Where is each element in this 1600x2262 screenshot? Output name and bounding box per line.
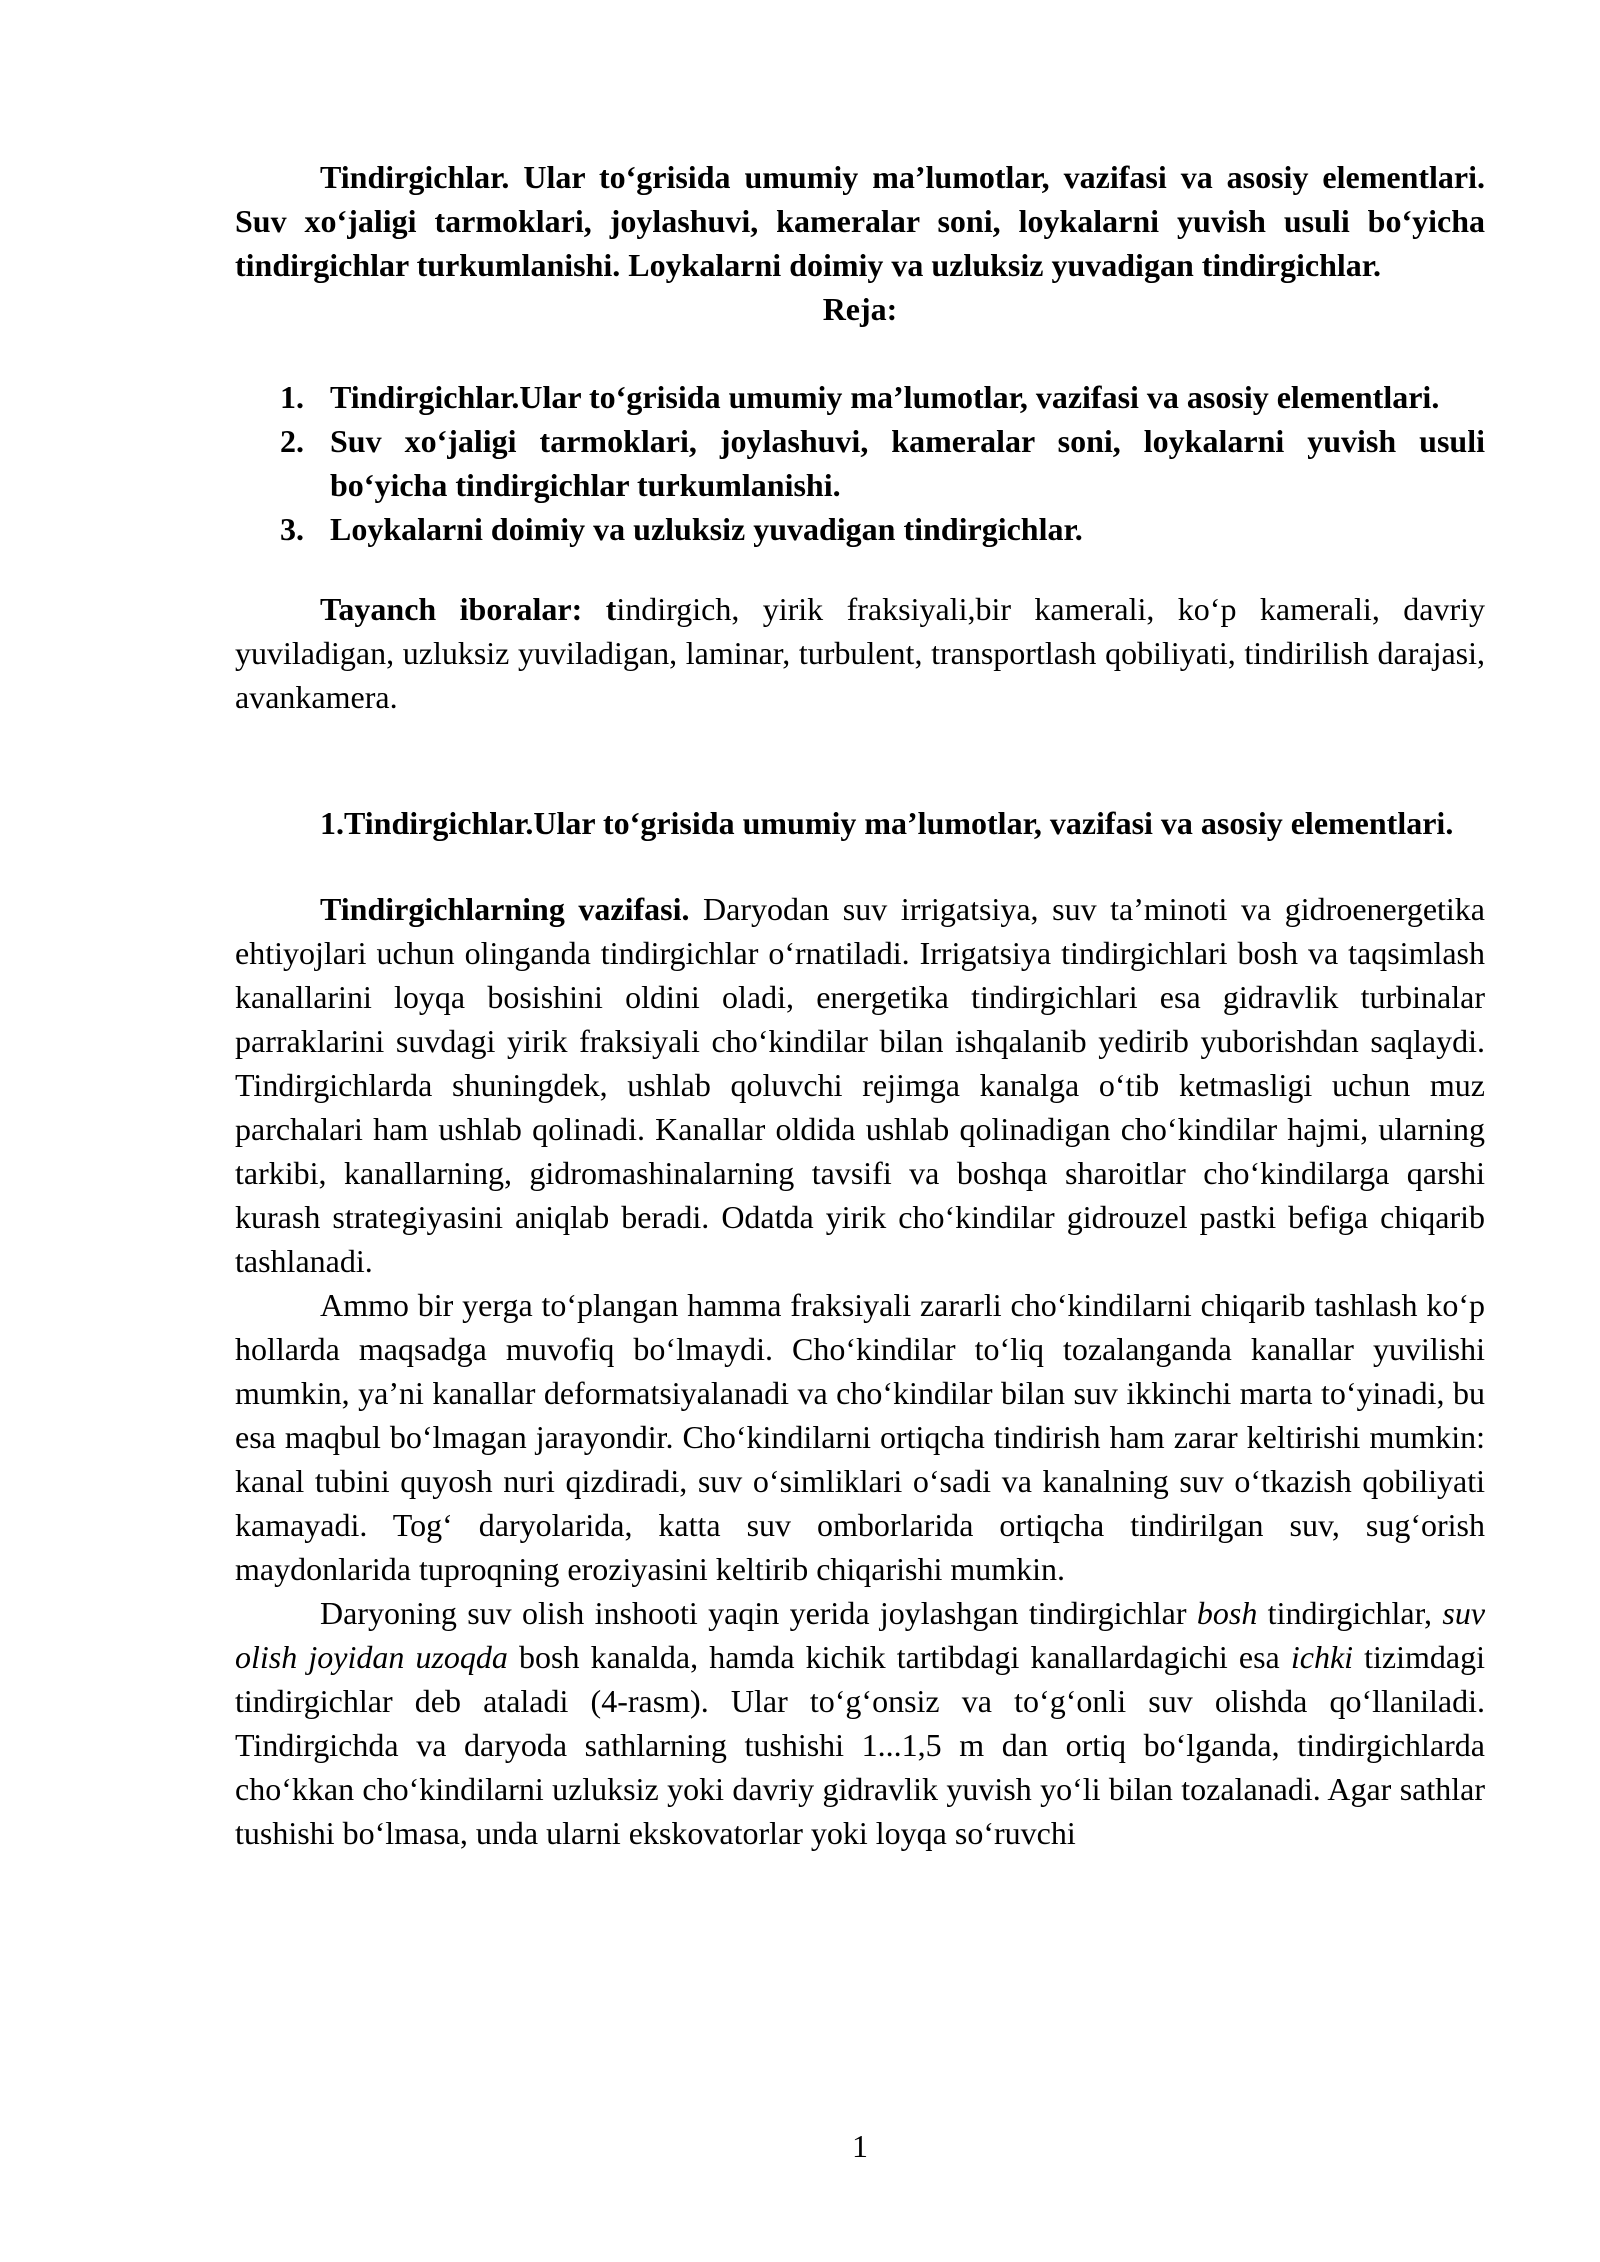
paragraph-segment: bosh kanalda, hamda kichik tartibdagi kanallardagichi esa xyxy=(507,1639,1291,1675)
paragraph-ammo: Ammo bir yerga to‘plangan hamma fraksiyali zararli cho‘kindilarni chiqarib tashlash ko‘p hollarda maqsadga muvofiq bo‘lmaydi. Cho‘kindilar to‘liq tozalanganda kanallar yuvilishi mumkin, ya’ni kanallar deformatsiyalanadi va cho‘kindilar bilan suv ikkinchi marta to‘yinadi, bu esa maqbul bo‘lmagan jarayondir. Cho‘kindilarni ortiqcha tindirish ham zarar keltirishi mumkin: kanal tubini quyosh nuri qizdiradi, suv o‘simliklari o‘sadi va kanalning suv o‘tkazish qobiliyati kamayadi. Tog‘ daryolarida, katta suv omborlarida ortiqcha tindirilgan suv, sug‘orish maydonlarida tuproqning eroziyasini keltirib chiqarishi mumkin. xyxy=(235,1287,1485,1587)
list-item xyxy=(235,419,1485,507)
list-item-text: Suv xo‘jaligi tarmoklari, joylashuvi, kameralar soni, loykalarni yuvish usuli bo‘yicha tindirgichlar turkumlanishi. xyxy=(330,423,1485,503)
paragraph-segment: tizimdagi tindirgichlar deb ataladi (4-rasm). Ular to‘g‘onsiz va to‘g‘onli suv olishda qo‘llaniladi. Tindirgichda va daryoda sathlarning tushishi 1...1,5 m dan ortiq bo‘lganda, tindirgichlarda cho‘kkan cho‘kindilarni uzluksiz yoki davriy gidravlik yuvish yo‘li bilan tozalanadi. Agar sathlar tushishi bo‘lmasa, unda ularni ekskovatorlar yoki loyqa so‘ruvchi xyxy=(235,1639,1486,1851)
italic-term-uzoqda: suv olish joyidan uzoqda xyxy=(235,1595,1486,1675)
title-paragraph: Tindirgichlar. Ular to‘grisida umumiy ma’lumotlar, vazifasi va asosiy elementlari. Suv xo‘jaligi tarmoklari, joylashuvi, kameralar soni, loykalarni yuvish usuli bo‘yicha tindirgichlar turkumlanishi. Loykalarni doimiy va uzluksiz yuvadigan tindirgichlar. xyxy=(235,159,1485,283)
plan-list xyxy=(235,375,1485,551)
keywords-paragraph xyxy=(235,587,1485,719)
list-item-text: Tindirgichlar.Ular to‘grisida umumiy ma’lumotlar, vazifasi va asosiy elementlari. xyxy=(330,379,1440,415)
keywords-rest: indirgich, yirik fraksiyali,bir kamerali, ko‘p kamerali, davriy yuviladigan, uzluksiz yuviladigan, laminar, turbulent, transportlash qobiliyati, tindirilish darajasi, avankamera. xyxy=(235,591,1485,715)
paragraph-body: Daryodan suv irrigatsiya, suv ta’minoti va gidroenergetika ehtiyojlari uchun olinganda tindirgichlar o‘rnatiladi. Irrigatsiya tindirgichlari bosh va taqsimlash kanallarini loyqa bosishini oldini oladi, energetika tindirgichlari esa gidravlik turbinalar parraklarini suvdagi yirik fraksiyali cho‘kindilar bilan ishqalanib yedirib yuborishdan saqlaydi. Tindirgichlarda shuningdek, ushlab qoluvchi rejimga kanalga o‘tib ketmasligi uchun muz parchalari ham ushlab qolinadi. Kanallar oldida ushlab qolinadigan cho‘kindilar hajmi, ularning tarkibi, kanallarning, gidromashinalarning tavsifi va boshqa sharoitlar cho‘kindilarga qarshi kurash strategiyasini aniqlab beradi. Odatda yirik cho‘kindilar gidrouzel pastki befiga chiqarib tashlanadi. xyxy=(235,891,1486,1279)
italic-term-bosh: bosh xyxy=(1196,1595,1258,1631)
paragraph-segment: tindirgichlar, xyxy=(1257,1595,1443,1631)
plan-heading: Reja: xyxy=(822,291,898,327)
section-heading: 1.Tindirgichlar.Ular to‘grisida umumiy ma’lumotlar, vazifasi va asosiy elementlari. xyxy=(320,805,1454,841)
page-number: 1 xyxy=(852,2128,868,2164)
keywords-lead: Tayanch iboralar: t xyxy=(320,591,617,627)
list-item xyxy=(235,375,1485,419)
paragraph-lead: Tindirgichlarning vazifasi. xyxy=(320,891,690,927)
paragraph-vazifasi xyxy=(235,887,1485,1283)
list-item-number: 3. xyxy=(280,511,304,547)
list-item-number: 1. xyxy=(280,379,304,415)
italic-term-ichki: ichki xyxy=(1290,1639,1354,1675)
list-item xyxy=(235,507,1485,551)
list-item-text: Loykalarni doimiy va uzluksiz yuvadigan tindirgichlar. xyxy=(330,511,1083,547)
list-item-number: 2. xyxy=(280,423,304,459)
paragraph-segment: Daryoning suv olish inshooti yaqin yerida joylashgan tindirgichlar xyxy=(320,1595,1197,1631)
paragraph-daryoning xyxy=(235,1591,1485,1855)
text-block xyxy=(235,155,1485,1855)
